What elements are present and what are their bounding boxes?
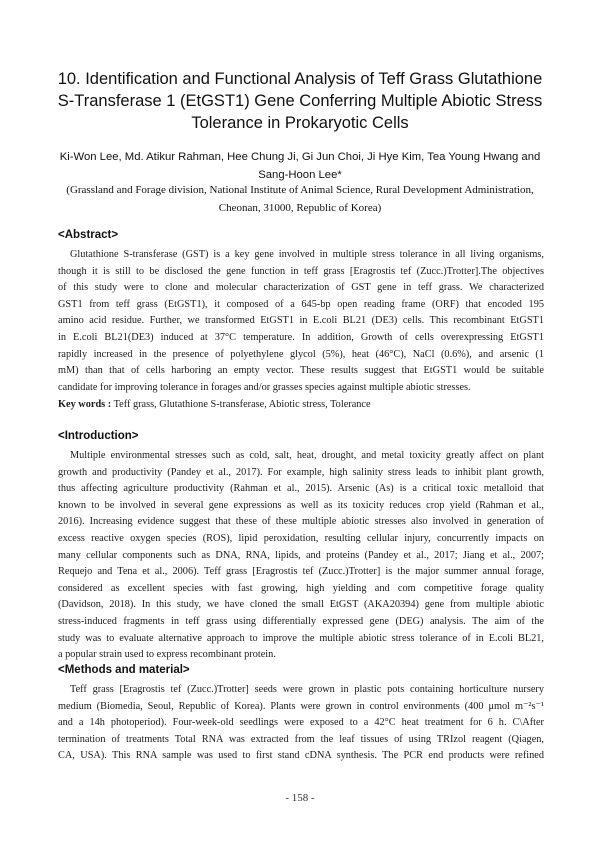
paper-title	[40, 68, 560, 134]
methods-heading: <Methods and material>	[58, 664, 190, 676]
abstract-line: rapidly increased in the presence of polyethylene glycol (5%), heat (46°C), NaCl (0.6%), and arsenic (1	[58, 348, 544, 360]
methods-body	[58, 682, 544, 765]
abstract-line: of this study were to clone and molecular characterization of GST gene in teff grass. We characterized	[58, 282, 544, 294]
methods-line: CA, USA). This RNA sample was used to first stand cDNA synthesis. The PCR end products were refined	[58, 750, 544, 762]
title-line: 10. Identification and Functional Analysis of Teff Grass Glutathione	[57, 70, 543, 88]
introduction-line: thus affecting agriculture productivity (Rahman et al., 2015). Arsenic (As) is a critical toxic metalloid that	[58, 483, 544, 495]
abstract-line: Glutathione S-transferase (GST) is a key gene involved in multiple stress tolerance in all living organisms,	[70, 249, 544, 260]
abstract-line: candidate for improving tolerance in forages and/or grasses species against multiple abiotic stresses.	[58, 381, 471, 393]
methods-line: termination of treatments Total RNA was extracted from the leaf tissues of using TRIzol reagent (Qiagen,	[58, 733, 544, 745]
affiliation	[40, 181, 560, 217]
introduction-line: 2016). Increasing evidence suggest that these of these multiple abiotic stresses also involved in generation of	[58, 516, 544, 528]
introduction-line: stress-induced fragments in teff grass using differentially expressed gene (DEG) analysis. The aim of the	[58, 615, 544, 627]
abstract-heading: <Abstract>	[58, 229, 119, 241]
introduction-line: Requejo and Tena et al., 2006). Teff grass [Eragrostis tef (Zucc.)Trotter] is the major summer annual forage,	[58, 566, 544, 578]
introduction-line: study was to evaluate alternative approach to improve the multiple abiotic stress tolerance of in E.coli BL21,	[58, 632, 544, 644]
page-number: - 158 -	[285, 792, 315, 804]
introduction-line: (Davidson, 2018). In this study, we have cloned the small EtGST (AKA20394) gene from multiple abiotic	[58, 599, 544, 611]
introduction-line: Multiple environmental stresses such as cold, salt, heat, drought, and metal toxicity greatly affect on plant	[70, 450, 544, 461]
abstract-line: GST1 from teff grass (EtGST1), it composed of a 645-bp open reading frame (ORF) that encoded 195	[58, 298, 544, 310]
affiliation-line: (Grassland and Forage division, National Institute of Animal Science, Rural Development Administration,	[66, 184, 534, 196]
affiliation-line: Cheonan, 31000, Republic of Korea)	[218, 202, 382, 214]
introduction-line: known to be involved in several gene expressions as well as its toxicity reduces crop yield (Rahman et al.,	[58, 499, 544, 511]
methods-line: medium (Biomedia, Seoul, Republic of Korea). Plants were grown in control environments (400 μmol m⁻²s⁻¹	[58, 700, 544, 712]
abstract-line: in E.coli BL21(DE3) induced at 37°C temperature. In addition, Growth of cells overexpressing EtGST1	[58, 331, 544, 343]
keywords-text: Teff grass, Glutathione S-transferase, Abiotic stress, Tolerance	[113, 399, 371, 410]
title-line: Tolerance in Prokaryotic Cells	[191, 114, 409, 132]
introduction-line: considered as excellent species with fast growing, high yielding and com competitive forage quality	[58, 582, 544, 594]
authors-line: Sang-Hoon Lee*	[258, 169, 342, 181]
introduction-heading: <Introduction>	[58, 430, 139, 442]
introduction-body	[58, 448, 544, 664]
abstract-line: mM) than that of cells harboring an empty vector. These results suggest that EtGST1 would be suitable	[58, 365, 544, 377]
author-list	[40, 148, 560, 184]
introduction-line: growth and productivity (Pandey et al., 2017). For example, high salinity stress leads to inhibit plant growth,	[58, 466, 544, 478]
abstract-body	[58, 247, 544, 396]
keywords	[58, 399, 544, 410]
introduction-line: a popular strain used to express recombinant protein.	[58, 649, 276, 661]
authors-line: Ki-Won Lee, Md. Atikur Rahman, Hee Chung Ji, Gi Jun Choi, Ji Hye Kim, Tea Young Hwang and	[59, 151, 541, 163]
keywords-label: Key words :	[58, 399, 112, 410]
abstract-line: amino acid residue. Further, we transformed EtGST1 in E.coli BL21 (DE3) cells. This recombinant EtGST1	[58, 315, 544, 327]
methods-line: Teff grass [Eragrostis tef (Zucc.)Trotter] seeds were grown in plastic pots containing horticulture nursery	[70, 684, 544, 695]
title-line: S-Transferase 1 (EtGST1) Gene Conferring Multiple Abiotic Stress	[57, 92, 543, 110]
methods-line: and a 14h photoperiod). Four-week-old seedlings were exposed to a 42°C heat treatment for 6 h. C\After	[58, 717, 544, 729]
introduction-line: excess reactive oxygen species (ROS), lipid peroxidation, resulting cellular injury, concurrently impacts on	[58, 532, 544, 544]
introduction-line: many cellular components such as DNA, RNA, lipids, and proteins (Pandey et al., 2017; Jiang et al., 2007;	[58, 549, 544, 561]
abstract-line: though it is still to be disclosed the gene function in teff grass [Eragrostis tef (Zucc.)Trotter].The objectives	[58, 265, 544, 277]
